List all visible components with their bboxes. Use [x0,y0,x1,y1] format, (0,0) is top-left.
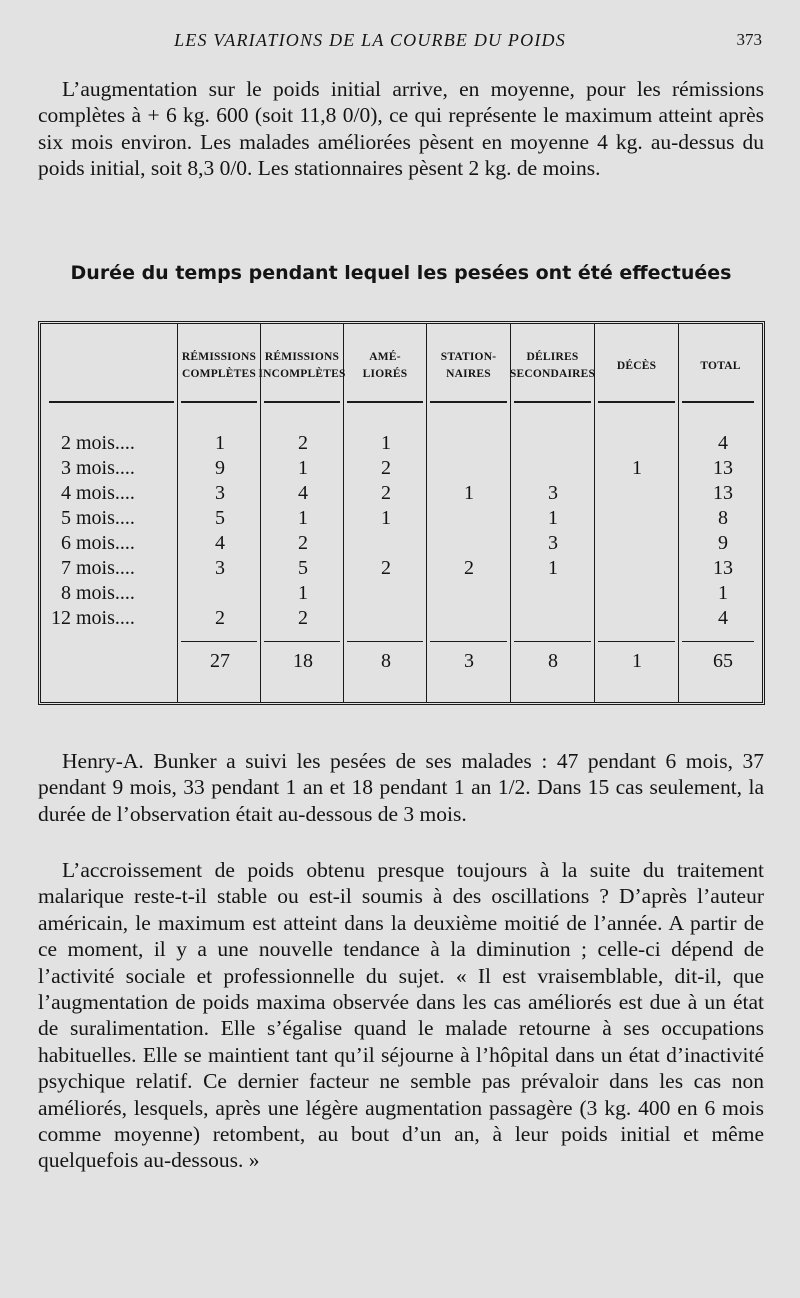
column-header-delires-secondaires [511,344,594,388]
total-rule [347,641,423,642]
cell: 1 [632,457,642,479]
total-cell: 8 [548,650,558,672]
column-header-line: DÉCÈS [616,359,657,372]
page-number: 373 [736,30,762,49]
total-rule [430,641,507,642]
total-cell: 27 [210,650,230,672]
row-label: 12 mois.... [51,607,135,629]
total-rule [598,641,675,642]
cell: 13 [713,557,733,579]
cell: 4 [215,532,225,554]
column-header-line: STATION- [440,351,497,363]
total-cell: 18 [293,650,313,672]
header-rule [181,401,257,403]
table-row [41,457,762,482]
cell: 3 [215,557,225,579]
table-row [41,482,762,507]
table-totals-row [41,650,762,676]
cell: 13 [713,482,733,504]
cell: 2 [298,607,308,629]
cell: 4 [718,607,728,629]
column-header-remissions-completes [178,344,260,388]
cell: 5 [215,507,225,529]
cell: 9 [718,532,728,554]
running-header [38,30,762,54]
table-row [41,582,762,607]
total-rule [682,641,754,642]
total-rule [514,641,591,642]
cell: 9 [215,457,225,479]
cell: 1 [298,582,308,604]
table-title: Durée du temps pendant lequel les pesées ont été effectuées [70,262,732,284]
column-header-line: RÉMISSIONS [181,351,257,363]
cell: 2 [381,457,391,479]
column-header-stationnaires [427,344,510,388]
column-header-ameliores [344,344,426,388]
row-label: 3 mois.... [61,457,135,479]
weighing-duration-table [38,321,765,705]
header-rule [430,401,507,403]
cell: 3 [548,482,558,504]
column-header-line: NAIRES [446,368,491,380]
total-cell: 1 [632,650,642,672]
cell: 2 [381,482,391,504]
cell: 2 [215,607,225,629]
running-title: LES VARIATIONS DE LA COURBE DU POIDS [174,30,566,50]
column-header-remissions-incompletes [258,344,346,388]
cell: 2 [464,557,474,579]
table-row [41,432,762,457]
total-cell: 8 [381,650,391,672]
header-rule [514,401,591,403]
column-header-line: COMPLÈTES [181,368,256,380]
cell: 1 [298,507,308,529]
total-cell: 65 [713,650,733,672]
cell: 3 [215,482,225,504]
cell: 2 [298,432,308,454]
cell: 1 [548,557,558,579]
cell: 1 [464,482,474,504]
row-label: 8 mois.... [61,582,135,604]
paragraph-intro: L’augmentation sur le poids initial arrive, en moyenne, pour les rémissions complètes à + 6 kg. 600 (soit 11,8 0/0), ce qui représente le maximum atteint après six mois environ. Les malades améliorées pèsent en moyenne 4 kg. au-dessus du poids initial, soit 8,3 0/0. Les stationnaires pèsent 2 kg. de moins. [38,77,764,181]
cell: 13 [713,457,733,479]
row-label: 6 mois.... [61,532,135,554]
column-header-line: SECONDAIRES [509,368,596,380]
total-rule [264,641,340,642]
table-row [41,507,762,532]
table-row [41,532,762,557]
cell: 4 [718,432,728,454]
header-rule [49,401,174,403]
row-label: 7 mois.... [61,557,135,579]
paragraph-accroissement: L’accroissement de poids obtenu presque toujours à la suite du traitement malarique reste-t-il stable ou est-il soumis à des oscillations ? D’après l’auteur américain, le maximum est atteint dans la deuxième moitié de l’année. A partir de ce moment, il y a une nouvelle tendance à la diminution ; celle-ci dépend de l’activité sociale et professionnelle du sujet. « Il est vraisemblable, dit-il, que l’augmentation de poids maxima observée dans les cas améliorés est due à un état de suralimentation. Elle s’égalise quand le malade retourne à ses occupations habituelles. Elle se maintient tant qu’il séjourne à l’hôpital dans un état d’inactivité psychique relatif. Ce dernier facteur ne semble pas prévaloir dans les cas non améliorés, lesquels, après une légère augmentation passagère (3 kg. 400 en 6 mois comme moyenne) retombent, au bout d’un an, à leur poids initial et même quelquefois au-dessous. » [38,858,764,1173]
column-header-total [679,344,762,388]
column-header-line: INCOMPLÈTES [258,368,346,380]
row-label: 5 mois.... [61,507,135,529]
column-header-deces [595,344,678,388]
header-rule [682,401,754,403]
column-header-line: LIORÉS [362,368,408,380]
cell: 1 [548,507,558,529]
cell: 1 [298,457,308,479]
header-rule [347,401,423,403]
column-header-line: AMÉ- [369,351,401,363]
row-label: 2 mois.... [61,432,135,454]
header-rule [598,401,675,403]
header-rule [264,401,340,403]
cell: 1 [381,432,391,454]
cell: 8 [718,507,728,529]
row-label: 4 mois.... [61,482,135,504]
cell: 2 [381,557,391,579]
cell: 4 [298,482,308,504]
column-header-line: DÉLIRES [526,351,579,363]
table-row [41,607,762,632]
cell: 1 [718,582,728,604]
total-rule [181,641,257,642]
paragraph-bunker: Henry-A. Bunker a suivi les pesées de ses malades : 47 pendant 6 mois, 37 pendant 9 mois, 33 pendant 1 an et 18 pendant 1 an 1/2. Dans 15 cas seulement, la durée de l’observation était au-dessous de 3 mois. [38,749,764,826]
cell: 2 [298,532,308,554]
cell: 1 [381,507,391,529]
cell: 1 [215,432,225,454]
total-cell: 3 [464,650,474,672]
cell: 3 [548,532,558,554]
cell: 5 [298,557,308,579]
column-header-line: TOTAL [700,359,741,372]
table-row [41,557,762,582]
column-header-line: RÉMISSIONS [264,351,340,363]
